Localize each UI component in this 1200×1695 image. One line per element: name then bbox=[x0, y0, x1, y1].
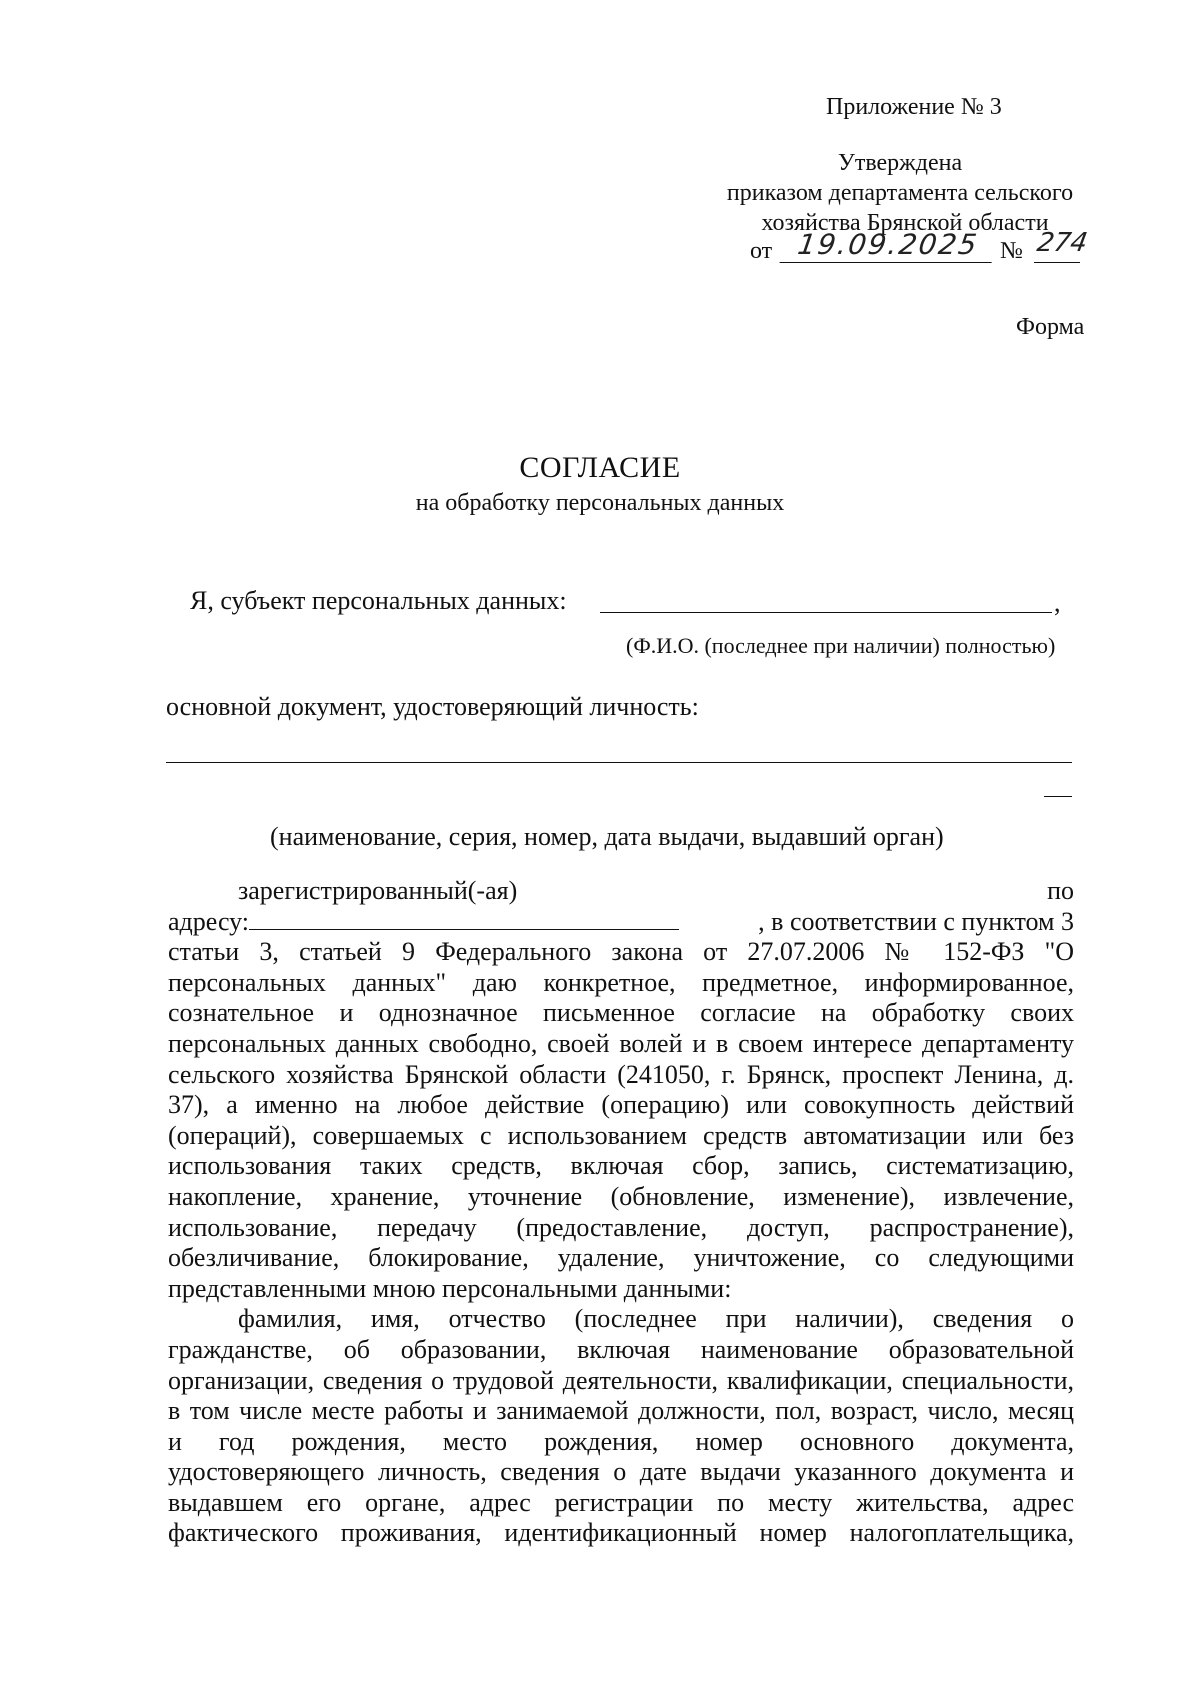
consent-line: использования таких средств, включая сбор, запись, систематизацию, bbox=[168, 1151, 1074, 1181]
consent-line: 37), а именно на любое действие (операцию) или совокупность действий bbox=[168, 1090, 1074, 1120]
data-line: фактического проживания, идентификационный номер налогоплательщика, bbox=[168, 1518, 1074, 1548]
consent-line: персональных данных" даю конкретное, предметное, информированное, bbox=[168, 967, 1074, 997]
consent-line: представленными мною персональными данными: bbox=[168, 1273, 732, 1303]
consent-line: сельского хозяйства Брянской области (241050, г. Брянск, проспект Ленина, д. bbox=[168, 1059, 1074, 1089]
document-hint: (наименование, серия, номер, дата выдачи, выдавший орган) bbox=[270, 822, 944, 851]
data-line: гражданстве, об образовании, включая наименование образовательной bbox=[168, 1334, 1074, 1364]
approved-by-line-1: приказом департамента сельского bbox=[726, 180, 1074, 206]
data-line: удостоверяющего личность, сведения о дате выдачи указанного документа и bbox=[168, 1457, 1074, 1487]
subject-label: Я, субъект персональных данных: bbox=[190, 586, 567, 615]
address-label: адресу: bbox=[168, 906, 250, 936]
document-field-line-1[interactable] bbox=[166, 762, 1072, 763]
data-line: и год рождения, место рождения, номер основного документа, bbox=[168, 1426, 1074, 1456]
consent-line: персональных данных свободно, своей волей и в своем интересе департаменту bbox=[168, 1028, 1074, 1058]
order-date-line bbox=[750, 228, 1090, 268]
order-number-handwritten: 274 bbox=[1034, 228, 1086, 263]
consent-line: сознательное и однозначное письменное согласие на обработку своих bbox=[168, 998, 1074, 1028]
form-label: Форма bbox=[1016, 314, 1085, 340]
address-line bbox=[168, 907, 1074, 938]
approved-by-line-2: хозяйства Брянской области bbox=[761, 210, 1049, 236]
approval-block bbox=[700, 148, 1100, 238]
number-prefix: № bbox=[1000, 238, 1023, 264]
date-prefix: от bbox=[750, 238, 773, 264]
subject-comma: , bbox=[1054, 588, 1061, 617]
data-line: организации, сведения о трудовой деятельности, квалификации, специальности, bbox=[168, 1365, 1074, 1395]
order-date-handwritten: 19.09.2025 bbox=[780, 228, 997, 263]
subject-hint: (Ф.И.О. (последнее при наличии) полностью) bbox=[626, 633, 1056, 658]
consent-line: зарегистрированный(-ая) по bbox=[238, 876, 1074, 905]
consent-line: (операций), совершаемых с использованием средств автоматизации или без bbox=[168, 1120, 1074, 1150]
document-field-line-2[interactable] bbox=[1044, 796, 1072, 797]
consent-line: обезличивание, блокирование, удаление, уничтожение, со следующими bbox=[168, 1243, 1074, 1273]
subject-name-field[interactable] bbox=[600, 612, 1052, 613]
document-title: СОГЛАСИЕ bbox=[519, 451, 681, 484]
consent-paragraph bbox=[168, 876, 1074, 1549]
address-line-tail: , в соответствии с пунктом 3 bbox=[758, 906, 1074, 936]
data-line: фамилия, имя, отчество (последнее при наличии), сведения о bbox=[238, 1304, 1074, 1334]
document-label: основной документ, удостоверяющий личность: bbox=[166, 692, 699, 721]
consent-line: статьи 3, статьей 9 Федерального закона от 27.07.2006 № 152-ФЗ "О bbox=[168, 937, 1074, 967]
approved-label: Утверждена bbox=[837, 150, 963, 176]
consent-line: использование, передачу (предоставление, доступ, распространение), bbox=[168, 1212, 1074, 1242]
address-field[interactable] bbox=[249, 907, 679, 930]
data-line: в том числе месте работы и занимаемой должности, пол, возраст, число, месяц bbox=[168, 1396, 1074, 1426]
appendix-label: Приложение № 3 bbox=[826, 94, 1002, 120]
data-line: выдавшем его органе, адрес регистрации по месту жительства, адрес bbox=[168, 1487, 1074, 1517]
consent-line: накопление, хранение, уточнение (обновление, изменение), извлечение, bbox=[168, 1181, 1074, 1211]
document-subtitle: на обработку персональных данных bbox=[415, 490, 785, 516]
